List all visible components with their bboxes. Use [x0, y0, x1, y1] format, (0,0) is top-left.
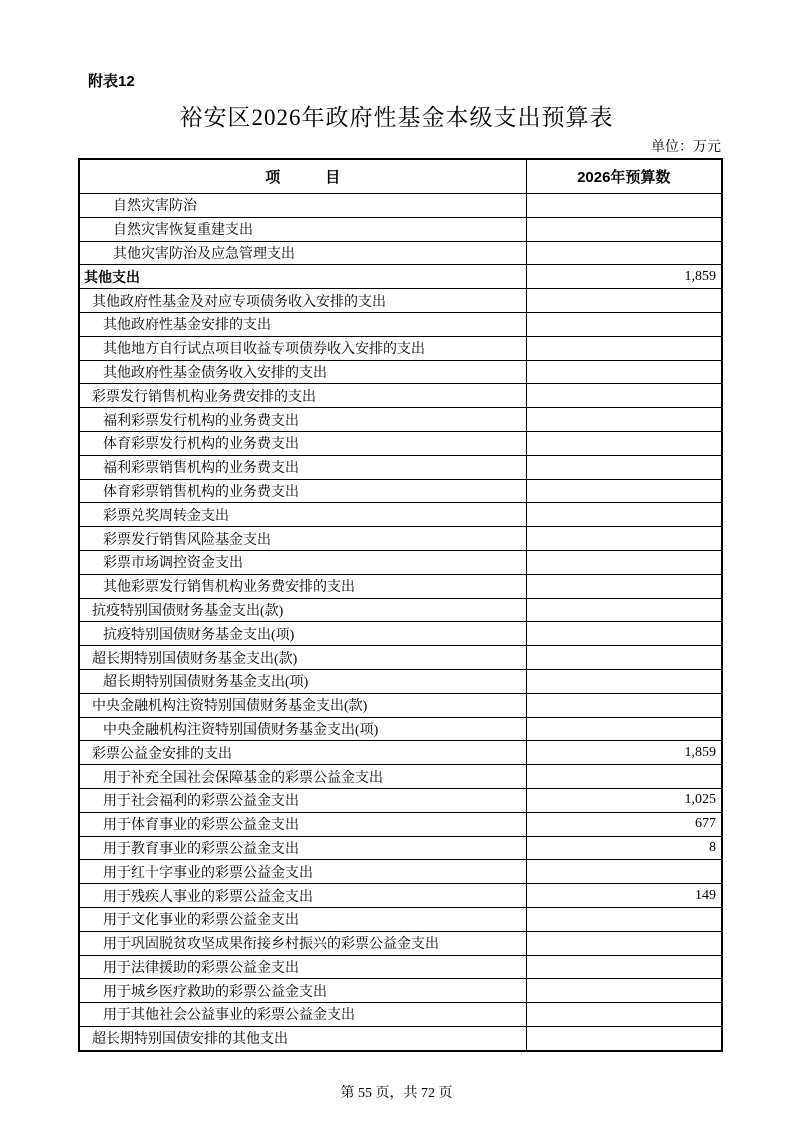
table-row	[79, 812, 722, 836]
row-item-label: 用于体育事业的彩票公益金支出	[79, 812, 526, 836]
row-item-label: 自然灾害恢复重建支出	[79, 217, 526, 241]
page-number: 第 55 页，共 72 页	[340, 1086, 453, 1101]
table-row	[79, 479, 722, 503]
table-row	[79, 527, 722, 551]
table-row	[79, 217, 722, 241]
table-row	[79, 836, 722, 860]
row-item-label: 彩票市场调控资金支出	[79, 550, 526, 574]
row-value	[526, 241, 722, 265]
column-header-value: 2026年预算数	[526, 159, 722, 194]
row-value	[526, 693, 722, 717]
row-item-label: 用于城乡医疗救助的彩票公益金支出	[79, 979, 526, 1003]
row-item-label: 其他地方自行试点项目收益专项债券收入安排的支出	[79, 336, 526, 360]
table-row	[79, 312, 722, 336]
table-row	[79, 241, 722, 265]
row-value: 1,859	[526, 265, 722, 289]
table-row	[79, 265, 722, 289]
row-item-label: 用于红十字事业的彩票公益金支出	[79, 860, 526, 884]
row-value	[526, 622, 722, 646]
row-item-label: 中央金融机构注资特别国债财务基金支出(项)	[79, 717, 526, 741]
row-value	[526, 765, 722, 789]
table-row	[79, 646, 722, 670]
row-item-label: 其他彩票发行销售机构业务费安排的支出	[79, 574, 526, 598]
table-row	[79, 574, 722, 598]
row-value	[526, 503, 722, 527]
row-value: 1,025	[526, 788, 722, 812]
table-row	[79, 884, 722, 908]
table-row	[79, 622, 722, 646]
table-row	[79, 788, 722, 812]
row-value: 1,859	[526, 741, 722, 765]
table-row	[79, 1026, 722, 1050]
row-item-label: 超长期特别国债安排的其他支出	[79, 1026, 526, 1050]
row-value: 8	[526, 836, 722, 860]
row-value	[526, 217, 722, 241]
table-row	[79, 503, 722, 527]
row-item-label: 其他灾害防治及应急管理支出	[79, 241, 526, 265]
appendix-label: 附表12	[88, 73, 135, 90]
row-item-label: 彩票发行销售风险基金支出	[79, 527, 526, 551]
row-item-label: 抗疫特别国债财务基金支出(项)	[79, 622, 526, 646]
row-value	[526, 194, 722, 218]
table-row	[79, 860, 722, 884]
row-value	[526, 527, 722, 551]
row-item-label: 用于社会福利的彩票公益金支出	[79, 788, 526, 812]
row-item-label: 体育彩票销售机构的业务费支出	[79, 479, 526, 503]
table-header-row	[79, 159, 722, 194]
row-item-label: 彩票发行销售机构业务费安排的支出	[79, 384, 526, 408]
table-row	[79, 1003, 722, 1027]
row-value	[526, 955, 722, 979]
unit-label: 单位：万元	[651, 140, 721, 155]
table-row	[79, 717, 722, 741]
table-row	[79, 979, 722, 1003]
table-row	[79, 907, 722, 931]
row-item-label: 用于巩固脱贫攻坚成果衔接乡村振兴的彩票公益金支出	[79, 931, 526, 955]
table-row	[79, 550, 722, 574]
row-value	[526, 479, 722, 503]
table-row	[79, 336, 722, 360]
row-value	[526, 455, 722, 479]
row-value	[526, 574, 722, 598]
row-item-label: 中央金融机构注资特别国债财务基金支出(款)	[79, 693, 526, 717]
row-item-label: 其他政府性基金及对应专项债务收入安排的支出	[79, 289, 526, 313]
row-item-label: 自然灾害防治	[79, 194, 526, 218]
row-item-label: 福利彩票发行机构的业务费支出	[79, 408, 526, 432]
row-value	[526, 907, 722, 931]
row-item-label: 其他政府性基金债务收入安排的支出	[79, 360, 526, 384]
row-item-label: 福利彩票销售机构的业务费支出	[79, 455, 526, 479]
table-row	[79, 408, 722, 432]
row-item-label: 抗疫特别国债财务基金支出(款)	[79, 598, 526, 622]
table-row	[79, 955, 722, 979]
table-row	[79, 765, 722, 789]
row-value	[526, 1026, 722, 1050]
row-value	[526, 360, 722, 384]
row-item-label: 超长期特别国债财务基金支出(款)	[79, 646, 526, 670]
row-value	[526, 646, 722, 670]
table-row	[79, 598, 722, 622]
row-item-label: 用于文化事业的彩票公益金支出	[79, 907, 526, 931]
row-item-label: 用于补充全国社会保障基金的彩票公益金支出	[79, 765, 526, 789]
row-value	[526, 931, 722, 955]
row-value	[526, 408, 722, 432]
row-value	[526, 289, 722, 313]
row-value	[526, 550, 722, 574]
row-value	[526, 979, 722, 1003]
row-item-label: 用于其他社会公益事业的彩票公益金支出	[79, 1003, 526, 1027]
table-row	[79, 669, 722, 693]
row-value	[526, 598, 722, 622]
row-value	[526, 312, 722, 336]
table-row	[79, 455, 722, 479]
row-item-label: 用于法律援助的彩票公益金支出	[79, 955, 526, 979]
row-value	[526, 384, 722, 408]
row-value	[526, 717, 722, 741]
row-item-label: 其他支出	[79, 265, 526, 289]
row-value	[526, 431, 722, 455]
table-row	[79, 931, 722, 955]
table-row	[79, 693, 722, 717]
table-row	[79, 384, 722, 408]
column-header-item: 项 目	[79, 159, 526, 194]
page-title: 裕安区2026年政府性基金本级支出预算表	[179, 105, 614, 130]
table-row	[79, 431, 722, 455]
row-value	[526, 669, 722, 693]
row-item-label: 用于教育事业的彩票公益金支出	[79, 836, 526, 860]
table-row	[79, 741, 722, 765]
row-item-label: 用于残疾人事业的彩票公益金支出	[79, 884, 526, 908]
table-row	[79, 360, 722, 384]
row-item-label: 其他政府性基金安排的支出	[79, 312, 526, 336]
budget-table	[78, 158, 723, 1052]
row-value	[526, 1003, 722, 1027]
row-value: 149	[526, 884, 722, 908]
row-item-label: 体育彩票发行机构的业务费支出	[79, 431, 526, 455]
table-row	[79, 289, 722, 313]
table-row	[79, 194, 722, 218]
row-value	[526, 860, 722, 884]
row-item-label: 彩票公益金安排的支出	[79, 741, 526, 765]
row-value: 677	[526, 812, 722, 836]
row-item-label: 超长期特别国债财务基金支出(项)	[79, 669, 526, 693]
table-body	[79, 194, 722, 1051]
row-value	[526, 336, 722, 360]
row-item-label: 彩票兑奖周转金支出	[79, 503, 526, 527]
